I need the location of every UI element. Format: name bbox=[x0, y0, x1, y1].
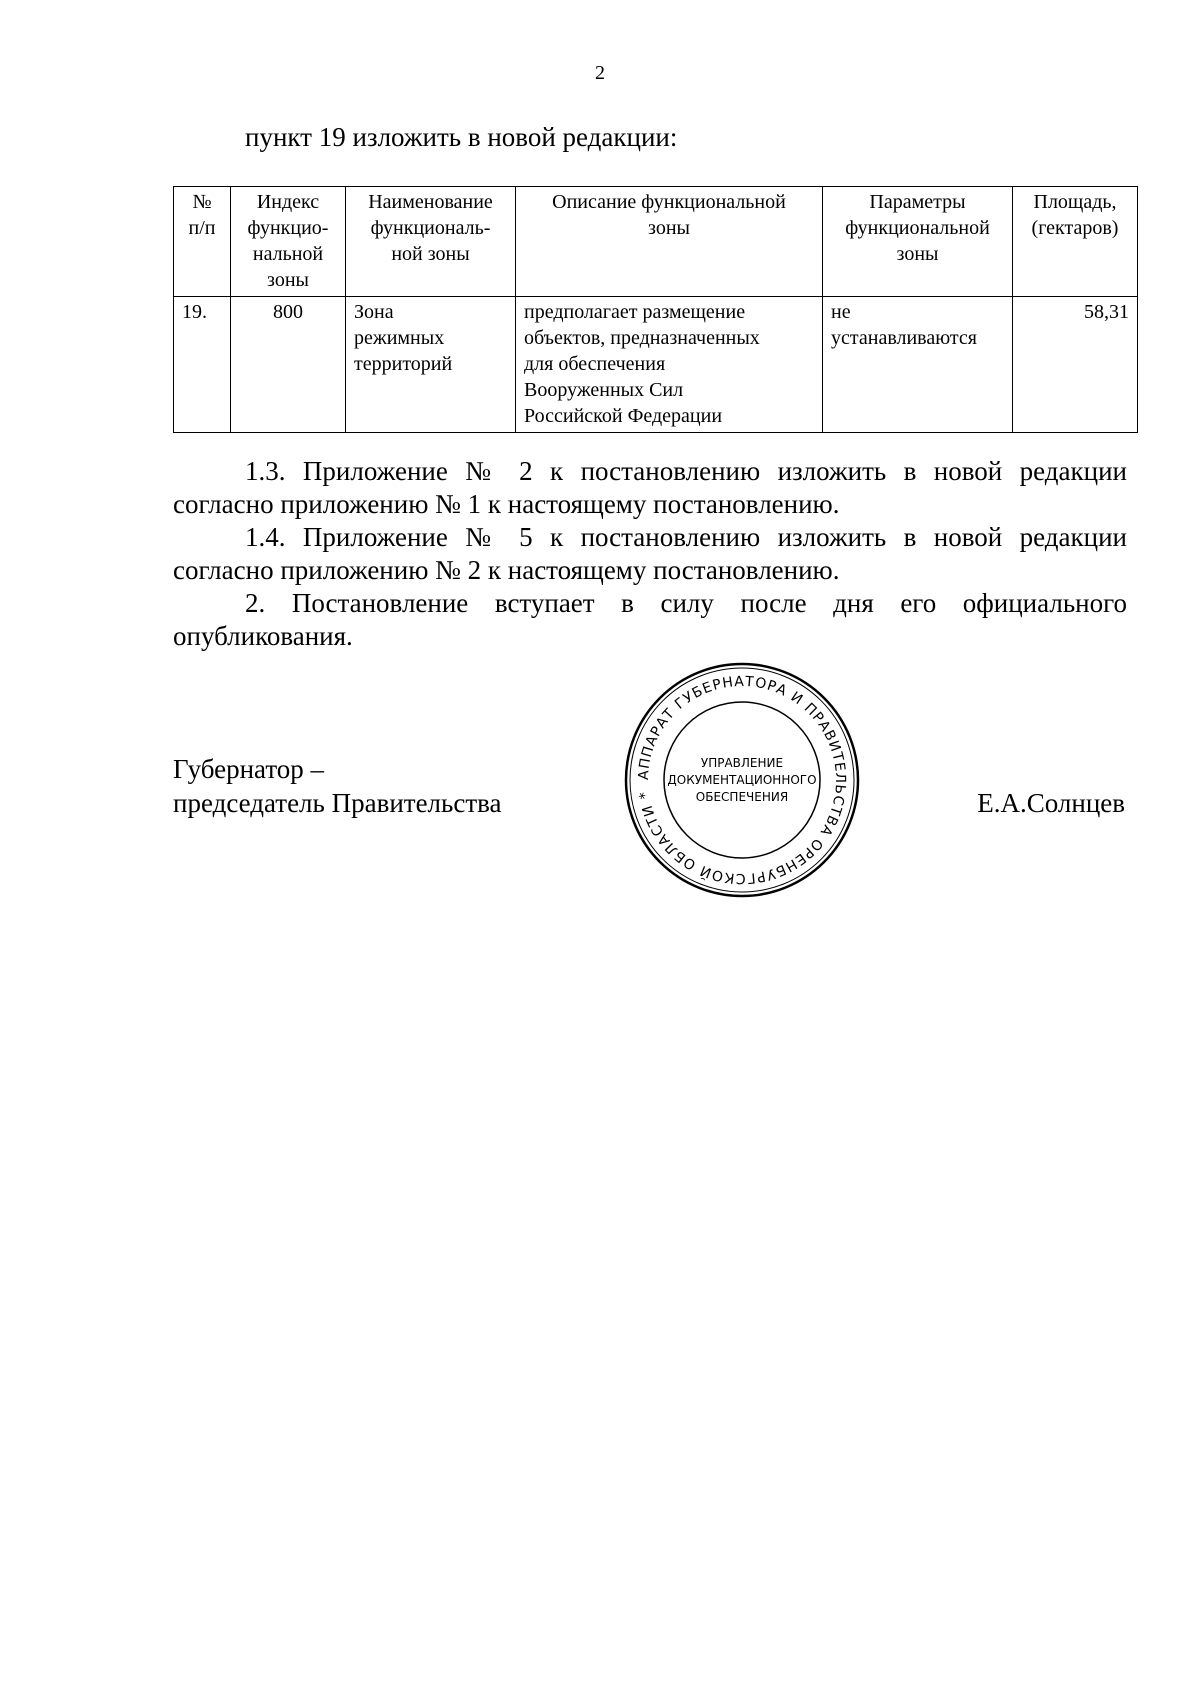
paragraph-2-line1: 2. Постановление вступает в силу после дня его официального bbox=[245, 588, 1127, 618]
paragraph-2 bbox=[173, 587, 1127, 653]
signature-title bbox=[173, 752, 502, 820]
table-header-row bbox=[174, 187, 1138, 297]
cell-name-l2: режимных bbox=[354, 327, 445, 349]
cell-params-l2: устанавливаются bbox=[831, 327, 977, 349]
signature-title-line2: председатель Правительства bbox=[173, 788, 502, 818]
header-index-l2: функцио- bbox=[247, 217, 329, 239]
cell-area: 58,31 bbox=[1013, 297, 1138, 433]
cell-params-l1: не bbox=[831, 301, 851, 323]
header-area-l2: (гектаров) bbox=[1031, 217, 1119, 239]
cell-description bbox=[516, 297, 823, 433]
cell-description-l3: для обеспечения bbox=[524, 353, 666, 375]
cell-description-l5: Российской Федерации bbox=[524, 405, 723, 427]
intro-text: пункт 19 изложить в новой редакции: bbox=[245, 122, 678, 152]
cell-name-l1: Зона bbox=[354, 301, 394, 323]
cell-name bbox=[346, 297, 516, 433]
header-params-l1: Параметры bbox=[869, 191, 966, 213]
cell-name-l3: территорий bbox=[354, 353, 453, 375]
paragraph-1-4-line1: 1.4. Приложение № 5 к постановлению изложить в новой редакции bbox=[245, 522, 1127, 552]
header-description-l2: зоны bbox=[648, 217, 690, 239]
header-name bbox=[346, 187, 516, 297]
cell-description-l2: объектов, предназначенных bbox=[524, 327, 760, 349]
page-number: 2 bbox=[595, 62, 605, 84]
zones-table bbox=[173, 186, 1138, 433]
header-name-l1: Наименование bbox=[368, 191, 493, 213]
paragraph-1-3-line1: 1.3. Приложение № 2 к постановлению изложить в новой редакции bbox=[245, 456, 1127, 486]
paragraph-1-4-line2: согласно приложению № 2 к настоящему постановлению. bbox=[173, 555, 840, 585]
header-index-l1: Индекс bbox=[256, 191, 320, 213]
table-row bbox=[174, 297, 1138, 433]
header-num-l1: № bbox=[192, 191, 212, 213]
header-num bbox=[174, 187, 231, 297]
seal-outer-text: АППАРАТ ГУБЕРНАТОРА И ПРАВИТЕЛЬСТВА ОРЕНБУРГСКОЙ ОБЛАСТИ * bbox=[635, 673, 849, 887]
seal-inner-line3: ОБЕСПЕЧЕНИЯ bbox=[695, 790, 789, 804]
official-seal bbox=[622, 660, 862, 900]
header-name-l3: ной зоны bbox=[391, 243, 470, 265]
header-params bbox=[823, 187, 1013, 297]
paragraph-1-3 bbox=[173, 455, 1127, 521]
paragraph-1-4 bbox=[173, 521, 1127, 587]
signature-title-line1: Губернатор – bbox=[173, 754, 325, 784]
cell-num: 19. bbox=[174, 297, 231, 433]
header-num-l2: п/п bbox=[188, 217, 216, 239]
seal-inner-line2: ДОКУМЕНТАЦИОННОГО bbox=[667, 773, 817, 787]
cell-params bbox=[823, 297, 1013, 433]
header-index-l3: нальной bbox=[252, 243, 324, 265]
paragraph-2-line2: опубликования. bbox=[173, 621, 353, 651]
signature-name: Е.А.Солнцев bbox=[977, 788, 1125, 818]
header-description-l1: Описание функциональной bbox=[552, 191, 786, 213]
header-name-l2: функциональ- bbox=[370, 217, 491, 239]
header-params-l3: зоны bbox=[896, 243, 939, 265]
header-description bbox=[516, 187, 823, 297]
cell-description-l1: предполагает размещение bbox=[524, 301, 746, 323]
cell-index: 800 bbox=[231, 297, 346, 433]
header-params-l2: функциональной bbox=[845, 217, 990, 239]
header-index bbox=[231, 187, 346, 297]
header-index-l4: зоны bbox=[267, 269, 309, 291]
seal-inner-line1: УПРАВЛЕНИЕ bbox=[700, 756, 784, 770]
cell-description-l4: Вооруженных Сил bbox=[524, 379, 684, 401]
paragraph-1-3-line2: согласно приложению № 1 к настоящему постановлению. bbox=[173, 489, 840, 519]
header-area bbox=[1013, 187, 1138, 297]
header-area-l1: Площадь, bbox=[1033, 191, 1117, 213]
